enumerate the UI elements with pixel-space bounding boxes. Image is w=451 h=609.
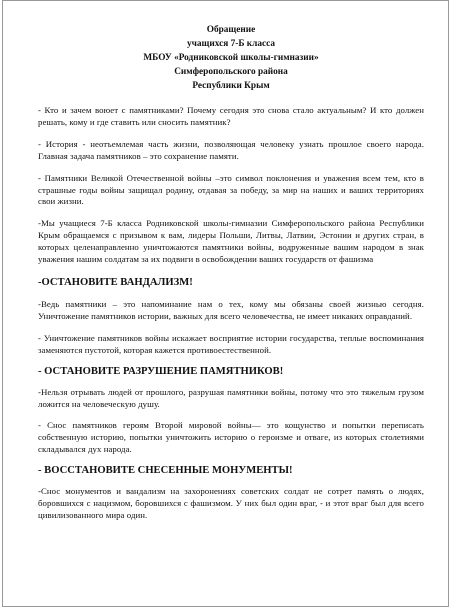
paragraph-1: - Кто и зачем воюет с памятниками? Почему сегодня это снова стало актуальным? И кто должен решать, кому и где ставить или сносить памятник?	[38, 105, 424, 127]
heading-restore-monuments: - ВОССТАНОВИТЕ СНЕСЕННЫЕ МОНУМЕНТЫ!	[38, 465, 293, 477]
header-line-republic: Республики Крым	[192, 81, 270, 91]
paragraph-9: -Снос монументов и вандализм на захоронениях советских солдат не сотрет память о людях, боровшихся с нацизмом, боровшихся с фашизмом. У них был один враг, - и этот враг был для всего цивилизованного мира один.	[38, 486, 424, 520]
header-line-class: учащихся 7-Б класса	[186, 39, 276, 49]
paragraph-2: - История - неотъемлемая часть жизни, позволяющая человеку узнать прошлое своего народа. Главная задача памятников – это сохранение памяти.	[38, 138, 424, 161]
header-line-district: Симферопольского района	[174, 67, 288, 77]
header-title: Обращение	[206, 25, 256, 35]
paragraph-3: - Памятники Великой Отечественной войны –это символ поклонения и уважения всем тем, кто в страшные годы войны защищал родину, отдавая за победу, за мир на наших и ваших территориях свои жизни.	[38, 172, 424, 207]
paragraph-6: - Уничтожение памятников войны искажает восприятие истории государства, теплые воспоминания заменяются пустотой, которая кажется противоестественной.	[38, 332, 424, 355]
paragraph-4: -Мы учащиеся 7-Б класса Родниковской школы-гимназии Симферопольского района Республики Крым обращаемся с призывом к вам, лидеры Польши, Литвы, Латвии, Эстонии и других стран, в которых целенаправленно уничтожаются памятники войны, водруженные вашим народом в знак уважения нашим солдатам за их подвиги в освобождении ваших государств от фашизма	[38, 218, 424, 265]
document-page	[2, 0, 449, 607]
header-line-school: МБОУ «Родниковской школы-гимназии»	[143, 53, 319, 63]
document-content	[38, 23, 424, 522]
document-header	[38, 23, 424, 93]
paragraph-7: -Нельзя отрывать людей от прошлого, разрушая памятники войны, потому что это тяжелым грузом ложится на человеческую душу.	[38, 386, 424, 409]
paragraph-8: - Снос памятников героям Второй мировой войны— это кощунство и попытки переписать собственную историю, попытки уничтожить историю о героизме и отваге, из которых столетиями складывался дух народа.	[38, 420, 424, 455]
paragraph-5: -Ведь памятники – это напоминание нам о тех, кому мы обязаны своей жизнью сегодня. Уничтожение памятников истории, важных для всего человечества, не имеет никаких оправданий.	[38, 298, 424, 321]
heading-stop-vandalism: -ОСТАНОВИТЕ ВАНДАЛИЗМ!	[38, 276, 193, 288]
heading-stop-destruction: - ОСТАНОВИТЕ РАЗРУШЕНИЕ ПАМЯТНИКОВ!	[38, 365, 284, 377]
